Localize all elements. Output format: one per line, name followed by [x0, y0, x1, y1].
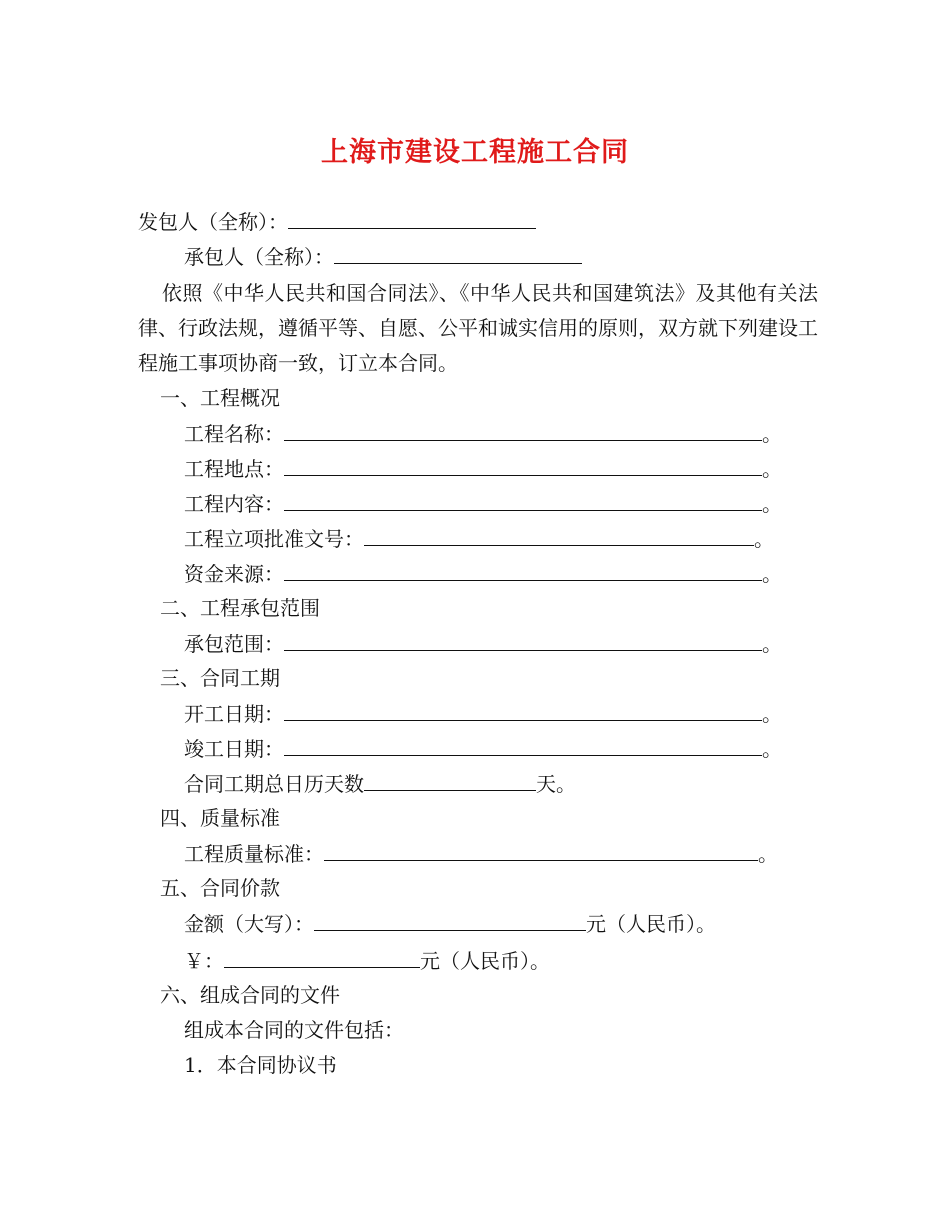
total-days-blank[interactable]	[364, 770, 536, 791]
employer-label: 发包人（全称）：	[138, 210, 288, 234]
finish-date-label: 竣工日期：	[184, 737, 284, 761]
start-date-blank[interactable]	[284, 700, 762, 721]
period: 。	[762, 422, 782, 446]
contractor-blank[interactable]	[334, 243, 582, 264]
period: 。	[762, 457, 782, 481]
project-name-label: 工程名称：	[184, 422, 284, 446]
scope-blank[interactable]	[284, 630, 762, 651]
fund-source-line	[184, 560, 782, 587]
document-item-1: 1．本合同协议书	[184, 1053, 337, 1077]
employer-line	[138, 208, 536, 235]
start-date-line	[184, 700, 782, 727]
scope-label: 承包范围：	[184, 632, 284, 656]
project-name-blank[interactable]	[284, 420, 762, 441]
document-title: 上海市建设工程施工合同	[321, 137, 629, 168]
amount-words-label: 金额（大写）：	[184, 912, 314, 936]
approval-number-blank[interactable]	[364, 525, 754, 546]
days-unit: 天。	[536, 772, 576, 796]
period: 。	[754, 527, 774, 551]
amount-number-line	[184, 947, 550, 974]
quality-standard-line	[184, 840, 778, 867]
approval-number-line	[184, 525, 774, 552]
amount-number-blank[interactable]	[224, 947, 420, 968]
project-content-line	[184, 490, 782, 517]
total-days-line	[184, 770, 576, 797]
period: 。	[762, 737, 782, 761]
documents-intro: 组成本合同的文件包括：	[184, 1018, 404, 1042]
total-days-label: 合同工期总日历天数	[184, 772, 364, 796]
section-3-heading: 三、合同工期	[160, 666, 280, 690]
contractor-label: 承包人（全称）：	[184, 245, 334, 269]
section-4-heading: 四、质量标准	[160, 806, 280, 830]
fund-source-label: 资金来源：	[184, 562, 284, 586]
period: 。	[762, 492, 782, 516]
section-5-heading: 五、合同价款	[160, 876, 280, 900]
period: 。	[758, 842, 778, 866]
project-content-label: 工程内容：	[184, 492, 284, 516]
amount-words-line	[184, 910, 716, 937]
start-date-label: 开工日期：	[184, 702, 284, 726]
employer-blank[interactable]	[288, 208, 536, 229]
approval-number-label: 工程立项批准文号：	[184, 527, 364, 551]
currency-unit: 元（人民币）。	[586, 912, 716, 936]
amount-words-blank[interactable]	[314, 910, 586, 931]
finish-date-blank[interactable]	[284, 735, 762, 756]
period: 。	[762, 562, 782, 586]
yuan-symbol: ￥：	[184, 949, 224, 973]
fund-source-blank[interactable]	[284, 560, 762, 581]
project-location-label: 工程地点：	[184, 457, 284, 481]
currency-unit: 元（人民币）。	[420, 949, 550, 973]
quality-standard-blank[interactable]	[324, 840, 758, 861]
finish-date-line	[184, 735, 782, 762]
project-content-blank[interactable]	[284, 490, 762, 511]
quality-standard-label: 工程质量标准：	[184, 842, 324, 866]
contractor-line	[184, 243, 582, 270]
section-1-heading: 一、工程概况	[160, 386, 280, 410]
project-name-line	[184, 420, 782, 447]
period: 。	[762, 702, 782, 726]
section-6-heading: 六、组成合同的文件	[160, 983, 340, 1007]
scope-line	[184, 630, 782, 657]
project-location-line	[184, 455, 782, 482]
project-location-blank[interactable]	[284, 455, 762, 476]
section-2-heading: 二、工程承包范围	[160, 596, 320, 620]
period: 。	[762, 632, 782, 656]
intro-paragraph: 依照《中华人民共和国合同法》、《中华人民共和国建筑法》及其他有关法律、行政法规，遵循平等、自愿、公平和诚实信用的原则，双方就下列建设工程施工事项协商一致，订立本合同。	[138, 281, 818, 375]
